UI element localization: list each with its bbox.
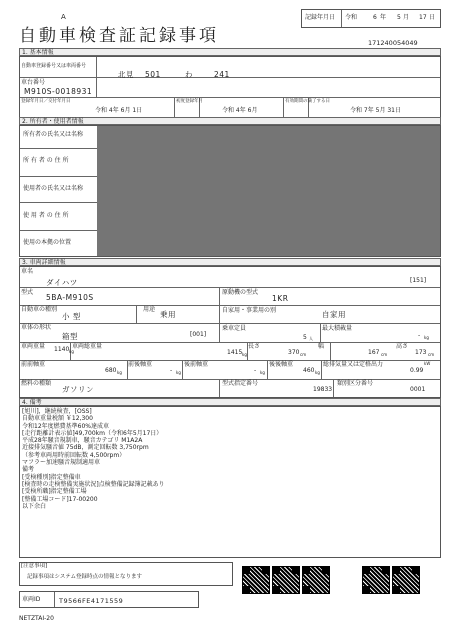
remark-line: [整備工場コード]17-00200	[22, 495, 98, 503]
displacement-label: 総排気量又は定格出力	[323, 361, 384, 368]
remark-line: （参考車両用時前回転数 4,500rpm）	[22, 451, 126, 459]
record-date-year-unit: 年	[380, 14, 387, 21]
rear-front-axle-unit: kg	[260, 370, 265, 375]
gross-weight-value: 1415	[227, 349, 243, 356]
user-name-label: 使用者の氏名又は名称	[23, 185, 84, 192]
section-basic-header: 1. 基本情報	[19, 48, 441, 56]
record-date-month: 5	[397, 14, 401, 21]
weight-value: 1140	[54, 346, 70, 353]
record-date-box	[301, 9, 441, 28]
front-rear-axle-value: -	[170, 367, 173, 374]
front-rear-axle-label: 前後軸重	[128, 361, 153, 368]
record-date-label: 記録年月日	[305, 14, 336, 21]
remark-line: [受検種別]指定整備車	[22, 473, 81, 481]
reg-region: 北見	[118, 70, 134, 79]
qr-code-2	[272, 566, 300, 594]
rear-rear-axle-unit: kg	[315, 370, 320, 375]
remark-line: 自動車重量税額 ￥12,300	[22, 415, 93, 423]
use-label: 用途	[143, 306, 156, 313]
kind-value: 小 型	[62, 312, 81, 321]
max-load-unit: kg	[424, 335, 429, 340]
document-number: 171240054049	[368, 39, 418, 47]
rear-front-axle-value: -	[254, 367, 257, 374]
fuel-value: ガソリン	[62, 385, 94, 394]
record-date-era: 令和	[345, 14, 358, 21]
body-value: 箱型	[62, 332, 78, 341]
weight-unit: kg	[69, 349, 74, 354]
chassis-label: 車台番号	[21, 79, 46, 86]
remark-line: マフラー加速騒音規制適用車	[22, 459, 101, 467]
expiry-value: 令和 7年 5月 31日	[350, 107, 401, 114]
form-code: NETZTAI-20	[19, 615, 54, 622]
reg-kana: わ	[185, 70, 193, 79]
model-value: 5BA-M910S	[46, 293, 94, 302]
expiry-label: 有効期間の満了する日	[285, 99, 330, 104]
purpose-value: 自家用	[322, 310, 346, 319]
reg-number-label: 自動車登録番号又は車両番号	[21, 63, 87, 69]
max-load-value: -	[418, 332, 421, 339]
displacement-value: 0.99	[410, 367, 424, 374]
capacity-label: 乗車定員	[222, 325, 247, 332]
remark-line: 令和12年度燃費基準60%達成車	[22, 422, 109, 430]
record-date-month-unit: 月	[403, 14, 410, 21]
front-front-axle-unit: kg	[117, 370, 122, 375]
weight-label: 車両重量	[21, 343, 46, 350]
chassis-number: M910S-0018931	[24, 87, 93, 96]
width-value: 167	[368, 349, 380, 356]
gross-weight-label: 車両総重量	[72, 343, 103, 350]
length-value: 370	[288, 349, 300, 356]
owner-name-label: 所有者の氏名又は名称	[23, 131, 84, 138]
reg-class: 501	[145, 70, 161, 79]
length-unit: cm	[300, 352, 307, 357]
qr-code-1	[242, 566, 270, 594]
remarks-text	[22, 408, 165, 510]
maker-label: 車名	[21, 268, 34, 275]
base-location-label: 使用の本拠の位置	[23, 239, 72, 246]
front-front-axle-value: 680	[105, 367, 117, 374]
max-load-label: 最大積載量	[322, 325, 353, 332]
model-label: 型式	[21, 289, 34, 296]
notice-title: [注意事項]	[21, 563, 48, 569]
fuel-label: 燃料の種類	[21, 380, 52, 387]
first-reg-value: 令和 4年 6月 1日	[95, 107, 143, 114]
record-date-year: 6	[373, 14, 377, 21]
record-date-day-unit: 日	[429, 14, 436, 21]
first-year-label: 初度登録年月	[176, 99, 203, 104]
first-year-value: 令和 4年 6月	[222, 107, 258, 114]
remark-line: [走行距離計表示値]49,700km（令和6年5月17日）	[22, 429, 163, 437]
first-reg-label: 登録年月日／交付年月日	[21, 99, 71, 104]
remark-line: [受検所職]指定整備工場	[22, 488, 87, 496]
displacement-unit: kW	[424, 361, 431, 366]
page-title: 自動車検査証記録事項	[19, 26, 219, 46]
section-owner-header: 2. 所有者・使用者情報	[19, 117, 441, 125]
maker-code: [151]	[410, 277, 427, 284]
remark-line: 平成28年騒音規制車，騒音カテゴリ M1A2A	[22, 437, 143, 445]
form-mark: A	[61, 13, 66, 21]
record-date-day: 17	[419, 14, 427, 21]
width-unit: cm	[381, 352, 388, 357]
height-label: 高さ	[396, 343, 409, 350]
remark-line: 備考	[22, 466, 35, 474]
qr-code-3	[302, 566, 330, 594]
redaction-block	[97, 126, 440, 256]
gross-weight-unit: kg	[242, 352, 247, 357]
height-unit: cm	[428, 352, 435, 357]
notice-text: 記録事項はシステム登録時点の情報となります	[27, 574, 142, 580]
kind-label: 自動車の種別	[21, 306, 58, 313]
front-front-axle-label: 前前軸重	[21, 361, 46, 368]
capacity-value: 5	[303, 334, 307, 341]
section-remarks-header: 4. 備考	[19, 398, 441, 406]
remark-line: 近接排気騒音値 75dB，測定回転数 3,750rpm	[22, 444, 149, 452]
body-code: [001]	[190, 331, 207, 338]
class-number-label: 類別区分番号	[337, 380, 374, 387]
width-label: 幅	[318, 343, 325, 350]
user-address-label: 使 用 者 の 住 所	[23, 212, 69, 219]
use-value: 乗用	[160, 310, 176, 319]
vehicle-table	[19, 266, 441, 398]
remark-line: [旭川]，継続検査，[OSS]	[22, 408, 92, 415]
capacity-unit: 人	[309, 336, 313, 341]
section-vehicle-header: 3. 車両詳細情報	[19, 258, 441, 266]
maker-value: ダイハツ	[46, 278, 78, 287]
rear-front-axle-label: 後前軸重	[184, 361, 209, 368]
reg-number: 241	[214, 70, 230, 79]
type-number-label: 型式指定番号	[222, 380, 259, 387]
rear-rear-axle-label: 後後軸重	[269, 361, 294, 368]
height-value: 173	[415, 349, 427, 356]
length-label: 長さ	[248, 343, 261, 350]
body-label: 車体の形状	[21, 324, 52, 331]
qr-code-4	[362, 566, 390, 594]
engine-label: 原動機の型式	[222, 289, 259, 296]
rear-rear-axle-value: 460	[303, 367, 315, 374]
class-number-value: 0001	[410, 386, 426, 393]
owner-address-label: 所 有 者 の 住 所	[23, 157, 69, 164]
vehicle-id-label: 車両ID	[22, 596, 41, 603]
purpose-label: 自家用・事業用の別	[222, 307, 277, 314]
remark-line: [検査時の走検整備実施状況]点検整備記録簿記載あり	[22, 480, 165, 488]
qr-code-5	[392, 566, 420, 594]
type-number-value: 19833	[313, 386, 333, 393]
remark-line: 以下余白	[22, 502, 47, 510]
engine-value: 1KR	[272, 294, 289, 303]
vehicle-id-value: T9566FE4171559	[59, 597, 124, 605]
front-rear-axle-unit: kg	[176, 370, 181, 375]
